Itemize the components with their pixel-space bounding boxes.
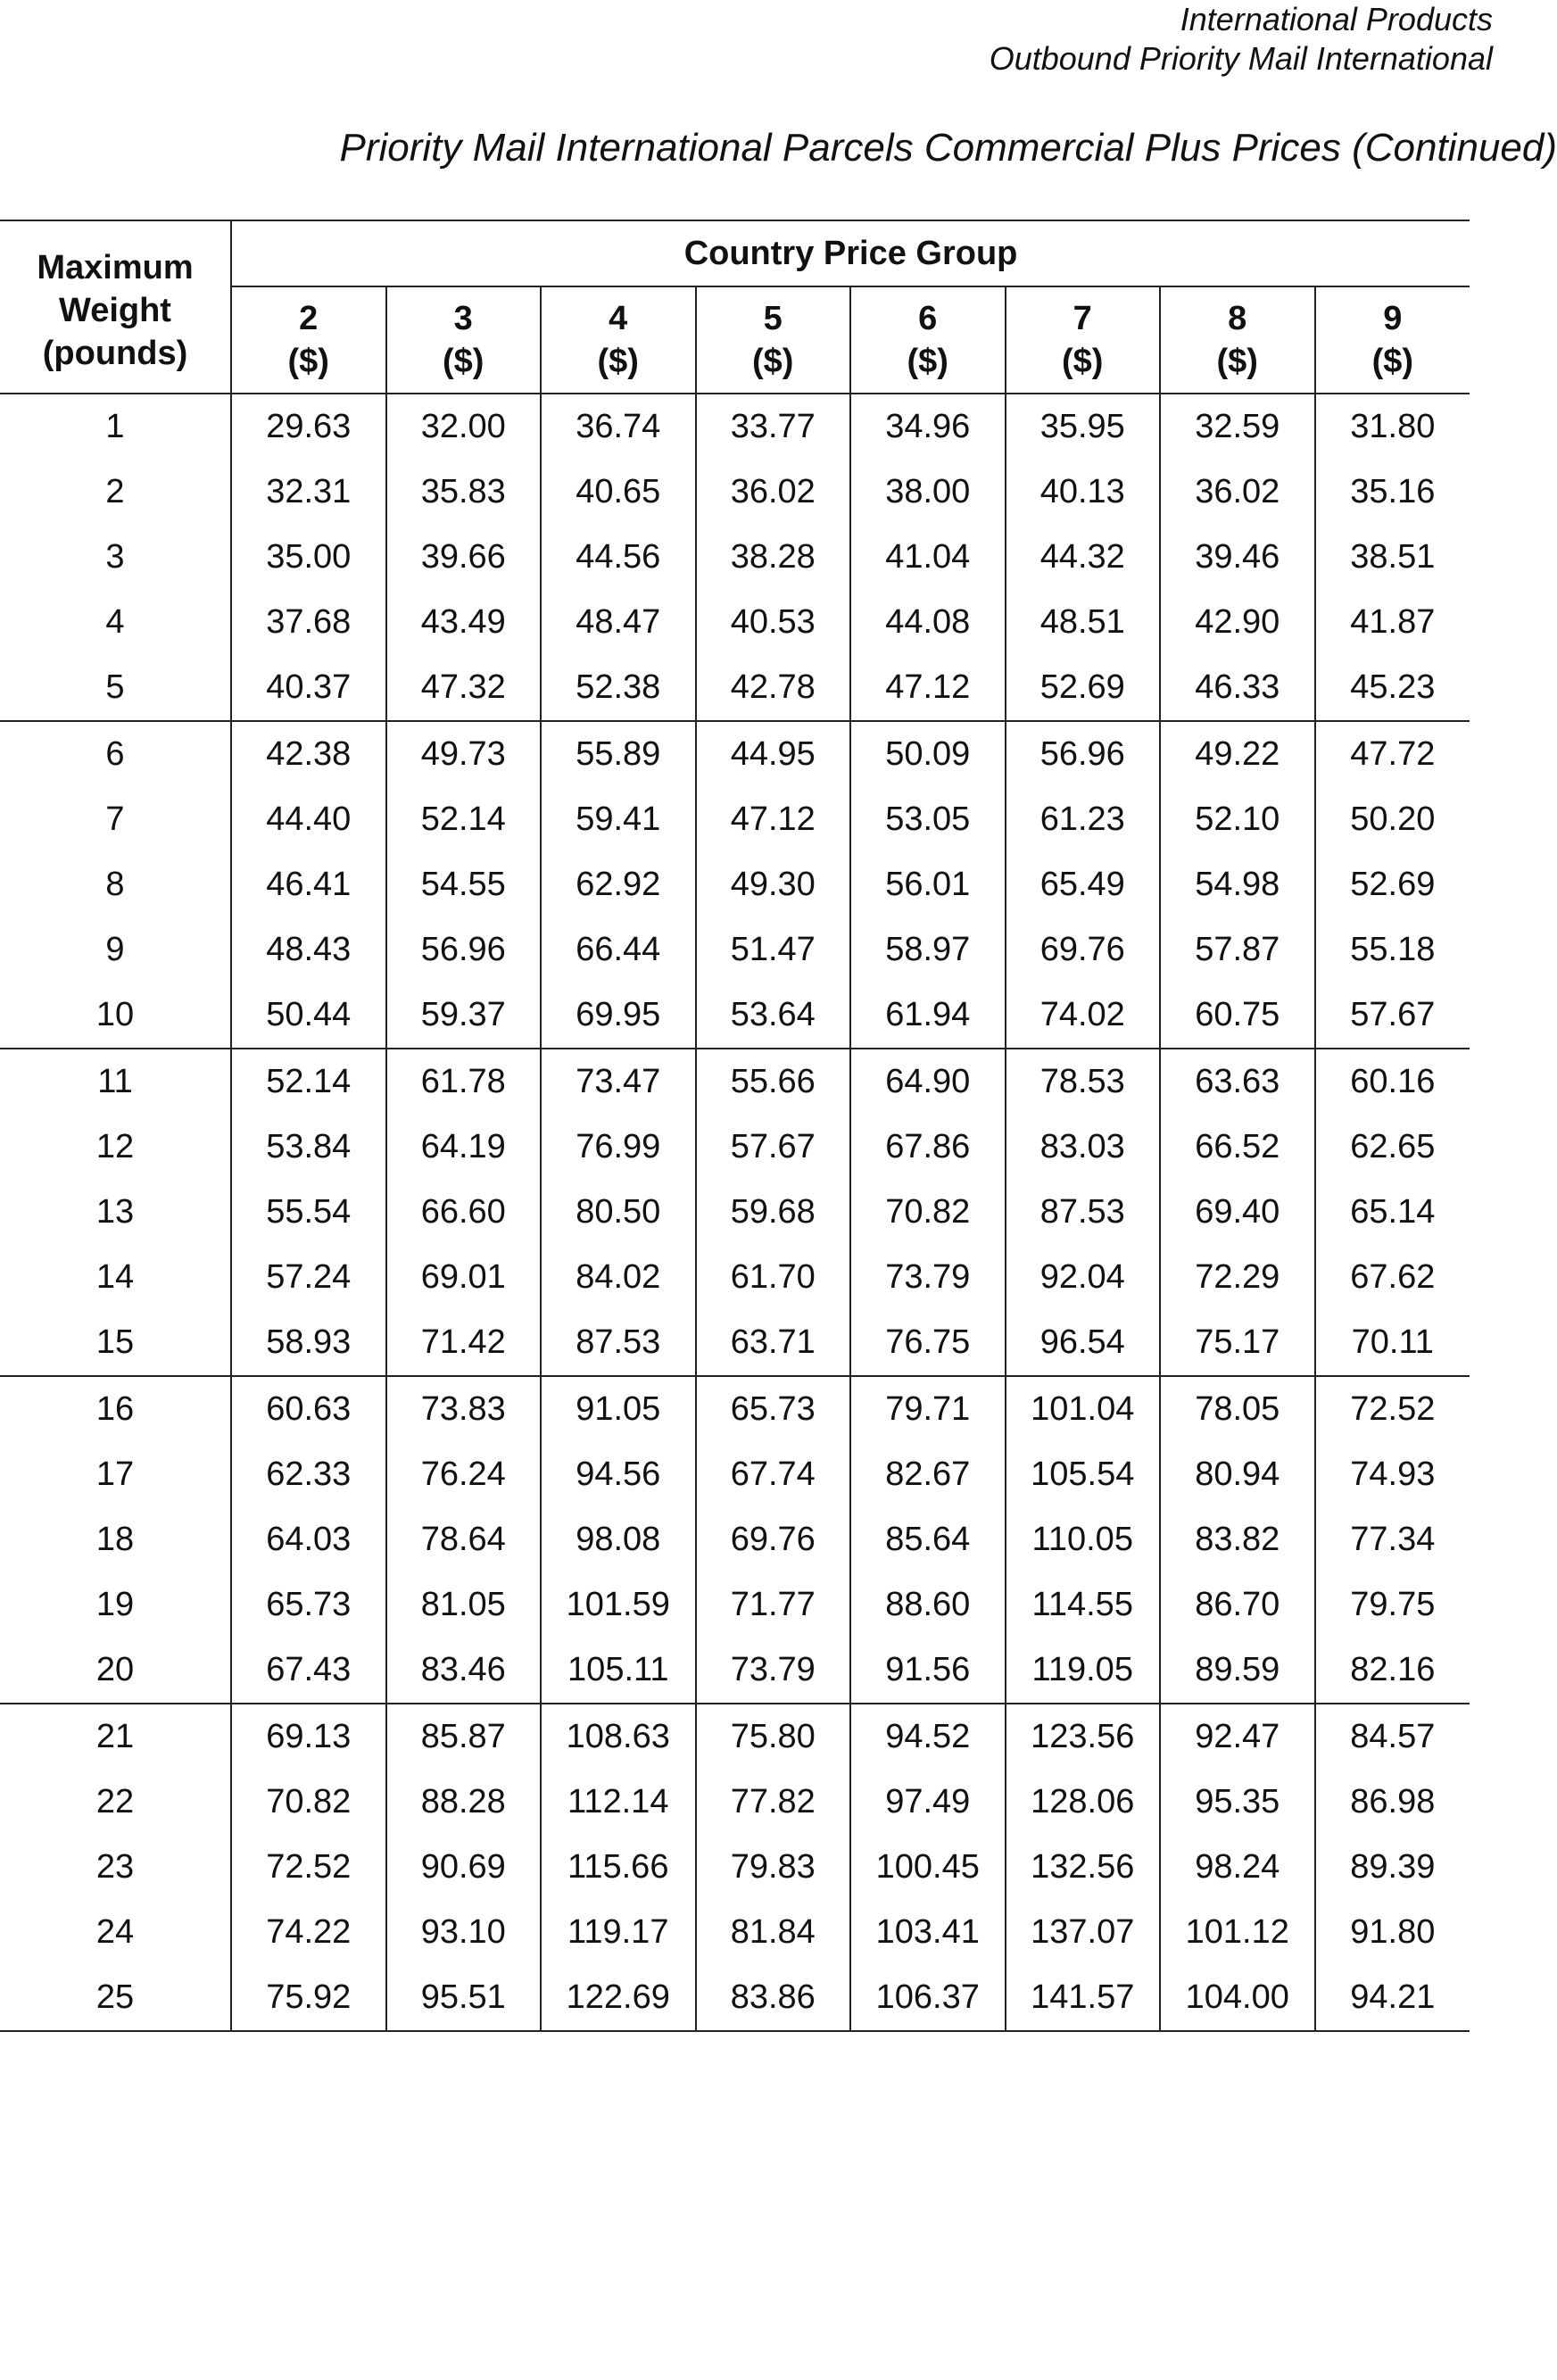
price-cell: 42.38 <box>231 721 386 787</box>
price-cell: 81.84 <box>696 1900 851 1965</box>
table-row <box>0 394 1470 460</box>
price-cell: 65.73 <box>696 1376 851 1442</box>
price-cell: 80.94 <box>1160 1442 1315 1507</box>
price-group-column-header <box>1315 286 1470 394</box>
price-cell: 47.72 <box>1350 735 1436 773</box>
price-cell: 32.00 <box>386 394 542 460</box>
price-cell: 70.11 <box>1315 1310 1470 1376</box>
table-row <box>0 525 1470 590</box>
price-cell: 58.93 <box>231 1310 386 1376</box>
price-cell: 35.83 <box>386 460 542 525</box>
price-cell: 54.98 <box>1160 852 1315 917</box>
price-cell: 71.42 <box>386 1310 542 1376</box>
price-cell: 67.74 <box>696 1442 851 1507</box>
price-group-number: 5 <box>763 300 783 337</box>
price-cell: 69.76 <box>1006 917 1161 983</box>
price-cell: 67.62 <box>1350 1258 1436 1296</box>
weight-cell: 13 <box>0 1180 231 1245</box>
price-cell: 69.76 <box>696 1507 851 1572</box>
table-row <box>0 721 1470 787</box>
weight-cell: 12 <box>0 1115 231 1180</box>
table-row <box>0 1900 1470 1965</box>
table-header <box>0 220 1470 394</box>
price-group-unit: ($) <box>907 343 948 380</box>
price-cell: 72.52 <box>1350 1390 1436 1428</box>
price-cell: 48.51 <box>1006 590 1161 655</box>
price-cell: 87.53 <box>541 1310 696 1376</box>
table-row <box>0 1770 1470 1835</box>
weight-cell: 2 <box>0 460 231 525</box>
price-cell: 82.67 <box>850 1442 1006 1507</box>
weight-cell: 7 <box>0 787 231 852</box>
table-row <box>0 460 1470 525</box>
price-cell: 49.73 <box>386 721 542 787</box>
table-row <box>0 1572 1470 1638</box>
price-group-number: 7 <box>1073 300 1092 337</box>
price-cell: 74.93 <box>1350 1455 1436 1493</box>
price-cell: 60.63 <box>231 1376 386 1442</box>
price-cell: 103.41 <box>850 1900 1006 1965</box>
table-row <box>0 655 1470 721</box>
price-cell: 101.04 <box>1006 1376 1161 1442</box>
price-cell: 87.53 <box>1006 1180 1161 1245</box>
weight-cell: 6 <box>0 721 231 787</box>
price-cell: 55.18 <box>1350 931 1436 968</box>
price-cell: 45.23 <box>1315 655 1470 721</box>
weight-cell: 25 <box>0 1965 231 2031</box>
price-cell: 80.50 <box>541 1180 696 1245</box>
weight-cell: 17 <box>0 1442 231 1507</box>
price-cell: 33.77 <box>696 394 851 460</box>
table-row <box>0 1442 1470 1507</box>
price-cell: 41.87 <box>1350 603 1436 641</box>
price-cell: 83.82 <box>1160 1507 1315 1572</box>
price-cell: 72.52 <box>231 1835 386 1900</box>
price-cell: 77.34 <box>1350 1521 1436 1558</box>
price-cell: 46.33 <box>1160 655 1315 721</box>
price-cell: 91.56 <box>850 1638 1006 1704</box>
price-cell: 98.08 <box>541 1507 696 1572</box>
price-cell: 44.56 <box>541 525 696 590</box>
price-cell: 52.14 <box>386 787 542 852</box>
price-cell: 57.67 <box>696 1115 851 1180</box>
price-cell: 63.71 <box>696 1310 851 1376</box>
price-cell: 52.69 <box>1006 655 1161 721</box>
table-row <box>0 1115 1470 1180</box>
price-cell: 61.94 <box>850 983 1006 1049</box>
price-cell: 46.41 <box>231 852 386 917</box>
price-cell: 69.13 <box>231 1704 386 1770</box>
price-cell: 62.33 <box>231 1442 386 1507</box>
price-cell: 141.57 <box>1006 1965 1161 2031</box>
country-price-group-header: Country Price Group <box>231 220 1470 286</box>
price-group-number: 2 <box>299 300 319 337</box>
price-cell: 61.70 <box>696 1245 851 1310</box>
price-cell: 44.40 <box>231 787 386 852</box>
price-cell: 59.68 <box>696 1180 851 1245</box>
price-cell: 81.05 <box>386 1572 542 1638</box>
price-cell: 92.47 <box>1160 1704 1315 1770</box>
price-cell: 108.63 <box>541 1704 696 1770</box>
price-cell: 35.00 <box>231 525 386 590</box>
price-cell: 55.54 <box>231 1180 386 1245</box>
price-cell: 106.37 <box>850 1965 1006 2031</box>
price-cell: 88.28 <box>386 1770 542 1835</box>
running-header <box>990 0 1493 79</box>
price-cell: 60.16 <box>1350 1063 1436 1100</box>
price-cell: 32.31 <box>231 460 386 525</box>
table-row <box>0 1049 1470 1115</box>
price-group-number: 4 <box>609 300 628 337</box>
table-row <box>0 1180 1470 1245</box>
price-cell: 89.59 <box>1160 1638 1315 1704</box>
price-cell: 64.03 <box>231 1507 386 1572</box>
price-cell: 61.78 <box>386 1049 542 1115</box>
table-row <box>0 1245 1470 1310</box>
price-cell: 78.05 <box>1160 1376 1315 1442</box>
price-group-column-header <box>1006 286 1161 394</box>
price-cell: 48.43 <box>231 917 386 983</box>
weight-cell: 11 <box>0 1049 231 1115</box>
price-cell: 101.12 <box>1160 1900 1315 1965</box>
price-cell: 95.51 <box>386 1965 542 2031</box>
price-cell: 73.47 <box>541 1049 696 1115</box>
price-cell: 84.57 <box>1350 1718 1436 1755</box>
weight-column-header <box>0 220 231 394</box>
price-cell: 76.75 <box>850 1310 1006 1376</box>
price-cell: 95.35 <box>1160 1770 1315 1835</box>
table-row <box>0 1835 1470 1900</box>
price-cell: 39.66 <box>386 525 542 590</box>
price-cell: 85.64 <box>850 1507 1006 1572</box>
price-cell: 62.92 <box>541 852 696 917</box>
price-cell: 114.55 <box>1006 1572 1161 1638</box>
price-cell: 50.44 <box>231 983 386 1049</box>
price-cell: 119.05 <box>1006 1638 1161 1704</box>
table-row <box>0 787 1470 852</box>
price-group-column-header <box>386 286 542 394</box>
weight-cell: 15 <box>0 1310 231 1376</box>
price-cell: 35.16 <box>1350 473 1436 510</box>
price-group-column-header <box>696 286 851 394</box>
price-cell: 35.95 <box>1006 394 1161 460</box>
price-cell: 54.55 <box>386 852 542 917</box>
price-cell: 67.86 <box>850 1115 1006 1180</box>
weight-cell: 21 <box>0 1704 231 1770</box>
table-row <box>0 917 1470 983</box>
price-cell: 66.52 <box>1160 1115 1315 1180</box>
price-cell: 40.13 <box>1006 460 1161 525</box>
price-cell: 91.05 <box>541 1376 696 1442</box>
price-cell: 75.17 <box>1160 1310 1315 1376</box>
price-cell: 76.99 <box>541 1115 696 1180</box>
price-cell: 101.59 <box>541 1572 696 1638</box>
price-cell: 86.98 <box>1350 1783 1436 1820</box>
price-cell: 38.00 <box>850 460 1006 525</box>
price-cell: 104.00 <box>1160 1965 1315 2031</box>
price-group-number: 6 <box>918 300 938 337</box>
price-cell: 75.80 <box>696 1704 851 1770</box>
price-cell: 57.67 <box>1315 983 1470 1049</box>
price-group-column-header <box>541 286 696 394</box>
weight-cell: 24 <box>0 1900 231 1965</box>
price-cell: 52.10 <box>1160 787 1315 852</box>
price-cell: 69.01 <box>386 1245 542 1310</box>
weight-cell: 9 <box>0 917 231 983</box>
price-cell: 112.14 <box>541 1770 696 1835</box>
price-cell: 110.05 <box>1006 1507 1161 1572</box>
price-cell: 52.14 <box>231 1049 386 1115</box>
weight-cell: 23 <box>0 1835 231 1900</box>
price-group-column-header <box>1160 286 1315 394</box>
weight-header-line: (pounds) <box>42 335 188 372</box>
price-group-unit: ($) <box>1062 343 1104 380</box>
price-cell: 115.66 <box>541 1835 696 1900</box>
price-cell: 137.07 <box>1006 1900 1161 1965</box>
price-cell: 93.10 <box>386 1900 542 1965</box>
price-cell: 29.63 <box>231 394 386 460</box>
price-cell: 82.16 <box>1315 1638 1470 1704</box>
price-cell: 67.43 <box>231 1638 386 1704</box>
table-row <box>0 1310 1470 1376</box>
price-cell: 38.28 <box>696 525 851 590</box>
price-cell: 69.95 <box>541 983 696 1049</box>
price-cell: 88.60 <box>850 1572 1006 1638</box>
price-group-unit: ($) <box>597 343 639 380</box>
price-table <box>0 220 1470 2032</box>
price-cell: 57.87 <box>1160 917 1315 983</box>
price-cell: 47.12 <box>850 655 1006 721</box>
price-cell: 56.96 <box>1006 721 1161 787</box>
price-cell: 86.70 <box>1160 1572 1315 1638</box>
price-cell: 78.53 <box>1006 1049 1161 1115</box>
price-cell: 83.46 <box>386 1638 542 1704</box>
weight-header-line: Weight <box>59 292 171 329</box>
running-header-line-2: Outbound Priority Mail International <box>989 40 1493 77</box>
price-cell: 41.04 <box>850 525 1006 590</box>
price-cell: 89.39 <box>1350 1848 1436 1886</box>
price-cell: 66.60 <box>386 1180 542 1245</box>
price-cell: 52.69 <box>1350 866 1436 903</box>
table-row <box>0 1376 1470 1442</box>
price-group-number: 8 <box>1228 300 1247 337</box>
price-cell: 105.54 <box>1006 1442 1161 1507</box>
price-cell: 90.69 <box>386 1835 542 1900</box>
weight-cell: 18 <box>0 1507 231 1572</box>
weight-cell: 3 <box>0 525 231 590</box>
running-header-line-1: International Products <box>1180 1 1493 37</box>
price-cell: 105.11 <box>541 1638 696 1704</box>
table-row <box>0 852 1470 917</box>
price-cell: 74.22 <box>231 1900 386 1965</box>
price-cell: 44.95 <box>696 721 851 787</box>
table-title: Priority Mail International Parcels Commercial Plus Prices (Continued) <box>339 126 1557 170</box>
price-cell: 36.74 <box>541 394 696 460</box>
price-cell: 56.96 <box>386 917 542 983</box>
price-cell: 65.14 <box>1350 1193 1436 1231</box>
price-cell: 48.47 <box>541 590 696 655</box>
price-cell: 59.41 <box>541 787 696 852</box>
price-cell: 43.49 <box>386 590 542 655</box>
price-group-unit: ($) <box>1371 343 1414 380</box>
price-cell: 83.03 <box>1006 1115 1161 1180</box>
price-cell: 72.29 <box>1160 1245 1315 1310</box>
weight-cell: 10 <box>0 983 231 1049</box>
price-cell: 123.56 <box>1006 1704 1161 1770</box>
price-cell: 40.37 <box>231 655 386 721</box>
weight-cell: 8 <box>0 852 231 917</box>
price-cell: 100.45 <box>850 1835 1006 1900</box>
price-group-unit: ($) <box>443 343 484 380</box>
price-cell: 50.20 <box>1350 800 1436 838</box>
weight-cell: 14 <box>0 1245 231 1310</box>
weight-cell: 4 <box>0 590 231 655</box>
price-cell: 40.65 <box>541 460 696 525</box>
price-cell: 83.86 <box>696 1965 851 2031</box>
price-cell: 57.24 <box>231 1245 386 1310</box>
price-group-number: 9 <box>1383 300 1403 337</box>
price-cell: 128.06 <box>1006 1770 1161 1835</box>
price-cell: 56.01 <box>850 852 1006 917</box>
price-cell: 51.47 <box>696 917 851 983</box>
price-cell: 42.78 <box>696 655 851 721</box>
price-cell: 77.82 <box>696 1770 851 1835</box>
price-cell: 40.53 <box>696 590 851 655</box>
price-cell: 74.02 <box>1006 983 1161 1049</box>
price-cell: 76.24 <box>386 1442 542 1507</box>
weight-cell: 5 <box>0 655 231 721</box>
price-cell: 47.12 <box>696 787 851 852</box>
weight-cell: 1 <box>0 394 231 460</box>
price-cell: 84.02 <box>541 1245 696 1310</box>
price-cell: 36.02 <box>696 460 851 525</box>
table-row <box>0 1704 1470 1770</box>
price-cell: 53.84 <box>231 1115 386 1180</box>
price-cell: 64.19 <box>386 1115 542 1180</box>
weight-header-line: Maximum <box>37 249 194 286</box>
price-cell: 79.75 <box>1350 1586 1436 1623</box>
price-cell: 97.49 <box>850 1770 1006 1835</box>
price-cell: 62.65 <box>1350 1128 1436 1165</box>
price-cell: 122.69 <box>541 1965 696 2031</box>
price-cell: 65.73 <box>231 1572 386 1638</box>
weight-cell: 19 <box>0 1572 231 1638</box>
price-cell: 73.79 <box>696 1638 851 1704</box>
price-cell: 119.17 <box>541 1900 696 1965</box>
price-cell: 55.89 <box>541 721 696 787</box>
price-cell: 36.02 <box>1160 460 1315 525</box>
price-group-column-header <box>231 286 386 394</box>
price-cell: 61.23 <box>1006 787 1161 852</box>
price-cell: 31.80 <box>1350 408 1436 445</box>
table-row <box>0 590 1470 655</box>
price-cell: 63.63 <box>1160 1049 1315 1115</box>
price-cell: 44.32 <box>1006 525 1161 590</box>
price-cell: 69.40 <box>1160 1180 1315 1245</box>
price-group-unit: ($) <box>1216 343 1258 380</box>
price-cell: 50.09 <box>850 721 1006 787</box>
price-cell: 75.92 <box>231 1965 386 2031</box>
price-cell: 53.64 <box>696 983 851 1049</box>
price-cell: 47.32 <box>386 655 542 721</box>
price-cell: 94.56 <box>541 1442 696 1507</box>
price-cell: 73.79 <box>850 1245 1006 1310</box>
price-cell: 94.52 <box>850 1704 1006 1770</box>
price-cell: 132.56 <box>1006 1835 1161 1900</box>
price-cell: 59.37 <box>386 983 542 1049</box>
price-cell: 70.82 <box>231 1770 386 1835</box>
table-body <box>0 394 1470 2031</box>
table-row <box>0 1507 1470 1572</box>
weight-cell: 22 <box>0 1770 231 1835</box>
price-cell: 55.66 <box>696 1049 851 1115</box>
header-row-top <box>0 220 1470 286</box>
price-cell: 92.04 <box>1006 1245 1161 1310</box>
price-cell: 49.30 <box>696 852 851 917</box>
price-cell: 91.80 <box>1350 1913 1436 1951</box>
price-cell: 58.97 <box>850 917 1006 983</box>
price-cell: 71.77 <box>696 1572 851 1638</box>
price-cell: 94.21 <box>1315 1965 1470 2031</box>
table-row <box>0 983 1470 1049</box>
price-cell: 70.82 <box>850 1180 1006 1245</box>
price-cell: 64.90 <box>850 1049 1006 1115</box>
price-cell: 60.75 <box>1160 983 1315 1049</box>
price-cell: 73.83 <box>386 1376 542 1442</box>
price-group-column-header <box>850 286 1006 394</box>
price-cell: 38.51 <box>1350 538 1436 576</box>
price-cell: 66.44 <box>541 917 696 983</box>
price-cell: 42.90 <box>1160 590 1315 655</box>
price-cell: 79.83 <box>696 1835 851 1900</box>
price-cell: 34.96 <box>850 394 1006 460</box>
price-cell: 78.64 <box>386 1507 542 1572</box>
table-row <box>0 1638 1470 1704</box>
price-group-unit: ($) <box>287 343 329 380</box>
price-cell: 44.08 <box>850 590 1006 655</box>
table-row <box>0 1965 1470 2031</box>
price-cell: 37.68 <box>231 590 386 655</box>
price-cell: 85.87 <box>386 1704 542 1770</box>
price-cell: 98.24 <box>1160 1835 1315 1900</box>
price-cell: 49.22 <box>1160 721 1315 787</box>
weight-cell: 20 <box>0 1638 231 1704</box>
price-group-unit: ($) <box>752 343 794 380</box>
price-cell: 32.59 <box>1160 394 1315 460</box>
price-cell: 65.49 <box>1006 852 1161 917</box>
price-cell: 96.54 <box>1006 1310 1161 1376</box>
price-cell: 52.38 <box>541 655 696 721</box>
price-cell: 39.46 <box>1160 525 1315 590</box>
price-cell: 53.05 <box>850 787 1006 852</box>
weight-cell: 16 <box>0 1376 231 1442</box>
price-cell: 79.71 <box>850 1376 1006 1442</box>
price-group-number: 3 <box>453 300 473 337</box>
